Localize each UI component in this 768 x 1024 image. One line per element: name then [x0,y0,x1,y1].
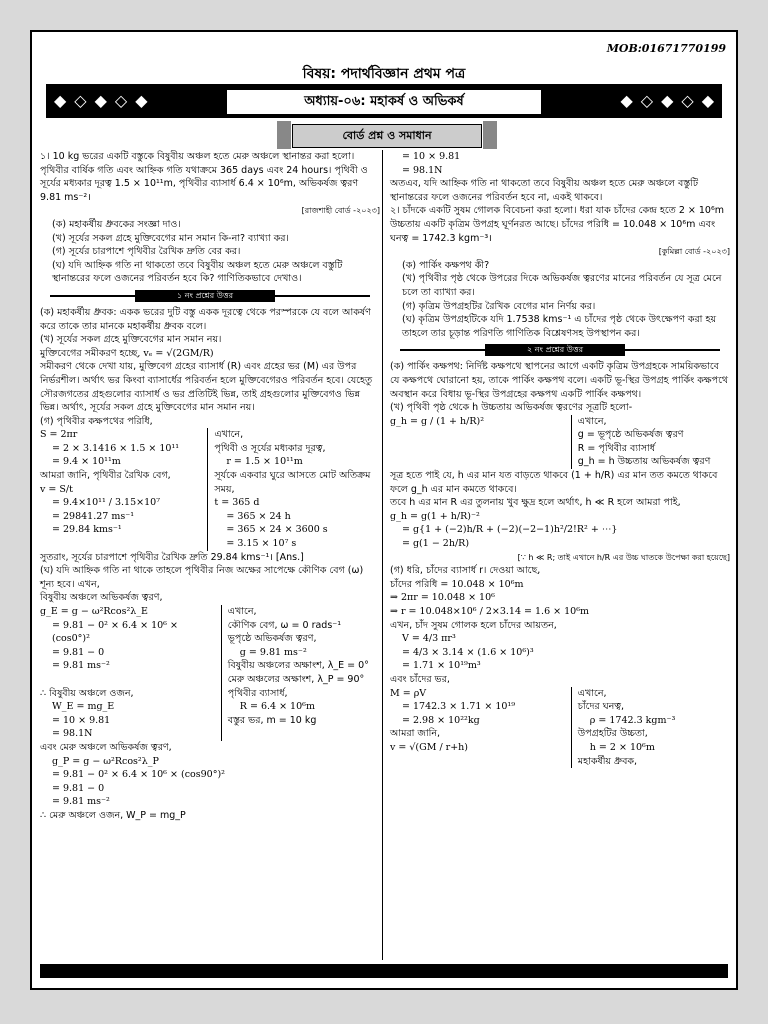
calc-line: = 1742.3 × 1.71 × 10¹⁹ [402,701,516,713]
calc-line: আমরা জানি, [390,728,441,740]
q2-part-gha: (ঘ) কৃত্রিম উপগ্রহটিকে যদি 1.7538 kms⁻¹ এ চাঁদের পৃষ্ঠ থেকে উৎক্ষেপণ করা হয় তাহলে তার চূড়ান্ত পরিণতি গাণিতিক বিশ্লেষণসহ উপস্থাপন কর। [402,314,717,339]
question-1-source: [রাজশাহী বোর্ড -২০২৩] [301,206,380,216]
question-2-source: [কুমিল্লা বোর্ড -২০২৩] [658,247,730,257]
given-line: সূর্যকে একবার ঘুরে আসতে মোট অতিক্রম সময়, [214,470,371,495]
page [30,30,738,990]
diamond-pattern-icon: ◆◇◆◇◆ [54,91,156,110]
answer-ga-heading: (গ) ধরি, চাঁদের ব্যাসার্ধ r। দেওয়া আছে, [390,565,541,577]
gh-explanation: সূত্র হতে পাই যে, h এর মান যত বাড়তে থাকবে (1 + h/R) এর মান তত কমতে থাকবে ফলে g_h এর মান কমতে থাকবে। [390,470,718,495]
chapter-band [46,84,722,118]
calc-line: S = 2πr [40,429,78,441]
given-line: R = পৃথিবীর ব্যাসার্ধ [577,442,656,454]
given-line: g = ভূপৃষ্ঠে অভিকর্ষজ ত্বরণ [577,429,684,441]
calc-line: = 9.81 − 0² × 6.4 × 10⁶ × (cos0°)² [52,619,178,645]
escape-velocity-formula: মুক্তিবেগের সমীকরণ হচ্ছে, vₑ = √(2GM/R) [40,347,214,359]
given-line: = 365 × 24 h [226,510,291,522]
answer-ka: (ক) পার্কিং কক্ষপথ: নির্দিষ্ট কক্ষপথে স্থাপনের আগে একটি কৃত্রিম উপগ্রহকে সাময়িকভাবে যে কক্ষপথে ঘোরানো হয়, তাকে পার্কিং কক্ষপথ বলে। একটি ভূ-স্থির উপগ্রহ পার্কিং কক্ষপথে অবস্থান করে বিধায় ভূ-স্থির উপগ্রহের কক্ষপথ একটি পার্কিং কক্ষপথ। [390,361,729,400]
calc-line: ⇒ 2πr = 10.048 × 10⁶ [390,592,495,604]
gh-explanation-2: তবে h এর মান R এর তুলনায় খুব ক্ষুদ্র হলে অর্থাৎ, h ≪ R হলে আমরা পাই, [390,497,681,509]
calc-line: = 1.71 × 10¹⁹m³ [402,660,481,672]
diamond-pattern-icon: ◆◇◆◇◆ [620,91,722,110]
calc-line: g_E = g − ω²Rcos²λ_E [40,606,148,617]
board-title: বোর্ড প্রশ্ন ও সমাধান [292,124,482,148]
q2-part-kha: (খ) পৃথিবীর পৃষ্ঠ থেকে উপরের দিকে অভিকর্ষজ ত্বরণের মানের পরিবর্তন যে সূত্র মেনে চলে তা ব্যাখ্যা কর। [402,273,722,298]
answer-kha: (খ) সূর্যের সকল গ্রহে মুক্তিবেগের মান সমান নয়। [40,334,222,346]
calc-line: = 10 × 9.81 [52,714,111,726]
question-2: ২। চাঁদকে একটি সুষম গোলক বিবেচনা করা হলো। ধরা যাক চাঁদের কেন্দ্র হতে 2 × 10⁶m উচ্চতায় একটি কৃত্রিম উপগ্রহ ঘূর্ণনরত আছে। চাঁদের পরিধি = 10.048 × 10⁶m এবং ঘনত্ব = 1742.3 kgm⁻³। [390,205,725,244]
given-line: R = 6.4 × 10⁶m [239,701,315,713]
given-line: বস্তুর ভর, m = 10 kg [227,714,317,726]
answer-gha-work [40,605,380,687]
given-line: = 3.15 × 10⁷ s [226,538,297,550]
given-line: এখানে, [577,687,607,699]
given-line: মহাকর্ষীয় ধ্রুবক, [577,755,638,767]
answer-ga-result: সুতরাং, সূর্যের চারপাশে পৃথিবীর রৈখিক দ্রুতি 29.84 kms⁻¹। [Ans.] [40,551,304,563]
mass-work [390,687,730,769]
calc-line: = g{1 + (−2)h/R + (−2)(−2−1)h²/2!R² + ⋯} [402,524,618,536]
given-line: বিষুবীয় অঞ্চলের অক্ষাংশ, λ_E = 0° [227,660,369,672]
given-line: g_h = h উচ্চতায় অভিকর্ষজ ত্বরণ [577,456,711,468]
calc-line: = 9.4×10¹¹ / 3.15×10⁷ [52,497,161,509]
subject-title: বিষয়: পদার্থবিজ্ঞান প্রথম পত্র [302,66,466,82]
calc-line: = 4/3 × 3.14 × (1.6 × 10⁶)³ [402,646,534,658]
answer-1-bar [40,290,380,302]
given-line: এখানে, [577,415,607,427]
answer-ga-heading: (গ) পৃথিবীর কক্ষপথের পরিধি, [40,415,153,427]
calc-line: = 29.84 kms⁻¹ [52,524,122,536]
calc-line: ∴ মেরু অঞ্চলে ওজন, W_P = mg_P [40,809,186,821]
calc-line: = 98.1N [52,728,93,740]
escape-explanation: সমীকরণ থেকে দেখা যায়, মুক্তিবেগ গ্রহের ব্যাসার্ধ (R) এবং গ্রহের ভর (M) এর উপর নির্ভরশীল। অর্থাৎ ভর কিংবা ব্যাসার্ধের পরিবর্তন হলে মুক্তিবেগেরও পরিবর্তন হবে। যেহেতু সৌরজগতের গ্রহগুলোর ব্যাসার্ধ ও ভর প্রতিটিই ভিন্ন, তাই গ্রহগুলোর মুক্তিবেগও ভিন্ন ভিন্ন। অর্থাৎ, সূর্যের সকল গ্রহে মুক্তিবেগের মান সমান নয়। [40,361,373,414]
footer-bar [40,964,728,978]
q2-part-ka: (ক) পার্কিং কক্ষপথ কী? [402,259,490,271]
given-line: এখানে, [227,606,257,617]
given-line: এখানে, [214,429,244,441]
given-line: চাঁদের ঘনত্ব, [577,701,625,713]
calc-line: ⇒ r = 10.048×10⁶ / 2×3.14 = 1.6 × 10⁶m [390,606,590,617]
calc-line: ∴ বিষুবীয় অঞ্চলে ওজন, [40,687,134,699]
given-line: কৌণিক বেগ, ω = 0 rads⁻¹ [227,619,342,631]
calc-line: = 9.81 − 0 [52,782,105,794]
mobile-number: MOB:01671770199 [606,42,726,55]
calc-line: = g(1 − 2h/R) [402,538,470,550]
calc-line: = 98.1N [402,164,443,176]
calc-line: = 2 × 3.1416 × 1.5 × 10¹¹ [52,442,180,454]
q1-part-gha: (ঘ) যদি আহ্নিক গতি না থাকতো তবে বিষুবীয় অঞ্চল হতে মেরু অঞ্চলে বস্তুটি স্থানান্তরের ফলে ওজনের পরিবর্তন হবে কি? গাণিতিকভাবে দেখাও। [52,259,343,285]
calc-line: g_P = g − ω²Rcos²λ_P [52,755,159,767]
calc-line: M = ρV [390,687,427,699]
column-divider [382,150,383,960]
answer-2-bar [390,344,730,356]
gh-note: [∵ h ≪ R; তাই এখানে h/R এর উচ্চ ঘাতকে উপেক্ষা করা হয়েছে] [517,552,730,562]
given-line: ρ = 1742.3 kgm⁻³ [589,714,676,726]
calc-line: = 9.81 ms⁻² [52,796,110,808]
answer-kha: (খ) পৃথিবী পৃষ্ঠ থেকে h উচ্চতায় অভিকর্ষজ ত্বরণের সূত্রটি হলো- [390,402,633,414]
calc-line: v = √(GM / r+h) [390,741,469,753]
answer-ga-work [40,428,380,550]
calc-line: W_E = mg_E [52,701,115,713]
q1-part-kha: (খ) সূর্যের সকল গ্রহে মুক্তিবেগের মান সমান কি-না? ব্যাখ্যা কর। [52,232,289,244]
left-column [40,150,380,823]
calc-line: = 9.81 ms⁻² [52,660,110,672]
calc-line: চাঁদের পরিধি = 10.048 × 10⁶m [390,578,524,590]
calc-line: = 9.81 − 0 [52,646,105,658]
gh-formula-block [390,415,730,469]
calc-line: g_h = g(1 + h/R)⁻² [390,510,480,522]
answer-ka: (ক) মহাকর্ষীয় ধ্রুবক: একক ভরের দুটি বস্তু একক দূরত্বে থেকে পরস্পরকে যে বলে আকর্ষণ করে তাকে তার মানকে মহাকর্ষীয় ধ্রুবক বলে। [40,306,371,332]
right-column [390,150,730,768]
calc-line: = 2.98 × 10²²kg [402,714,480,726]
calc-line: v = S/t [40,483,73,495]
q1-part-ka: (ক) মহাকর্ষীয় ধ্রুবকের সংজ্ঞা দাও। [52,218,181,230]
answer-gha-heading: বিষুবীয় অঞ্চলে অভিকর্ষজ ত্বরণ, [40,592,163,604]
calc-line: = 29841.27 ms⁻¹ [52,510,135,522]
conclusion: অতএব, যদি আহ্নিক গতি না থাকতো তবে বিষুবীয় অঞ্চল হতে মেরু অঞ্চলে বস্তুটি স্থানান্তরের ফলে ওজনের পরিবর্তন হবে না, একই থাকবে। [390,178,699,203]
chapter-title: অধ্যায়-০৬: মহাকর্ষ ও অভিকর্ষ [226,89,542,115]
given-line: h = 2 × 10⁶m [589,741,655,753]
given-line: পৃথিবী ও সূর্যের মধ্যকার দূরত্ব, [214,442,326,454]
calc-line: এবং চাঁদের ভর, [390,673,450,685]
given-line: ভূপৃষ্ঠে অভিকর্ষজ ত্বরণ, [227,633,317,645]
calc-line: = 9.81 − 0² × 6.4 × 10⁶ × (cos90°)² [52,769,225,781]
weight-equator-work [40,687,380,741]
answer-2-label: ২ নং প্রশ্নের উত্তর [485,344,625,356]
given-line: g = 9.81 ms⁻² [239,646,307,658]
given-line: পৃথিবীর ব্যাসার্ধ, [227,687,288,699]
given-line: t = 365 d [214,497,260,509]
q2-part-ga: (গ) কৃত্রিম উপগ্রহটির রৈখিক বেগের মান নির্ণয় কর। [402,300,596,312]
answer-gha-text: (ঘ) যদি আহ্নিক গতি না থাকে তাহলে পৃথিবীর নিজ অক্ষের সাপেক্ষে কৌণিক বেগ (ω) শূন্য হবে। এখন, [40,565,364,590]
given-line: মেরু অঞ্চলের অক্ষাংশ, λ_P = 90° [227,673,365,685]
given-line: = 365 × 24 × 3600 s [226,524,328,536]
calc-line: = 9.4 × 10¹¹m [52,456,121,468]
calc-line: এখন, চাঁদ সুষম গোলক হলে চাঁদের আয়তন, [390,619,557,631]
given-line: উপগ্রহটির উচ্চতা, [577,728,648,740]
q1-part-ga: (গ) সূর্যের চারপাশে পৃথিবীর রৈখিক দ্রুতি বের কর। [52,246,241,258]
answer-1-label: ১ নং প্রশ্নের উত্তর [135,290,275,302]
pole-gravity-heading: এবং মেরু অঞ্চলে অভিকর্ষজ ত্বরণ, [40,741,172,753]
question-1: ১। 10 kg ভরের একটি বস্তুকে বিষুবীয় অঞ্চল হতে মেরু অঞ্চলে স্থানান্তর করা হলো। পৃথিবীর বার্ষিক গতি এবং আহ্নিক গতি যথাক্রমে 365 days এবং 24 hours। পৃথিবী ও সূর্যের মধ্যকার দূরত্ব 1.5 × 10¹¹m, পৃথিবীর ব্যাসার্ধ 6.4 × 10⁶m, অভিকর্ষজ ত্বরণ 9.81 ms⁻²। [40,151,368,203]
calc-line: V = 4/3 πr³ [402,633,456,645]
calc-line: = 10 × 9.81 [402,151,461,162]
gh-formula: g_h = g / (1 + h/R)² [390,415,485,427]
calc-line: আমরা জানি, পৃথিবীর রৈখিক বেগ, [40,470,171,482]
given-line: r = 1.5 × 10¹¹m [226,456,303,468]
